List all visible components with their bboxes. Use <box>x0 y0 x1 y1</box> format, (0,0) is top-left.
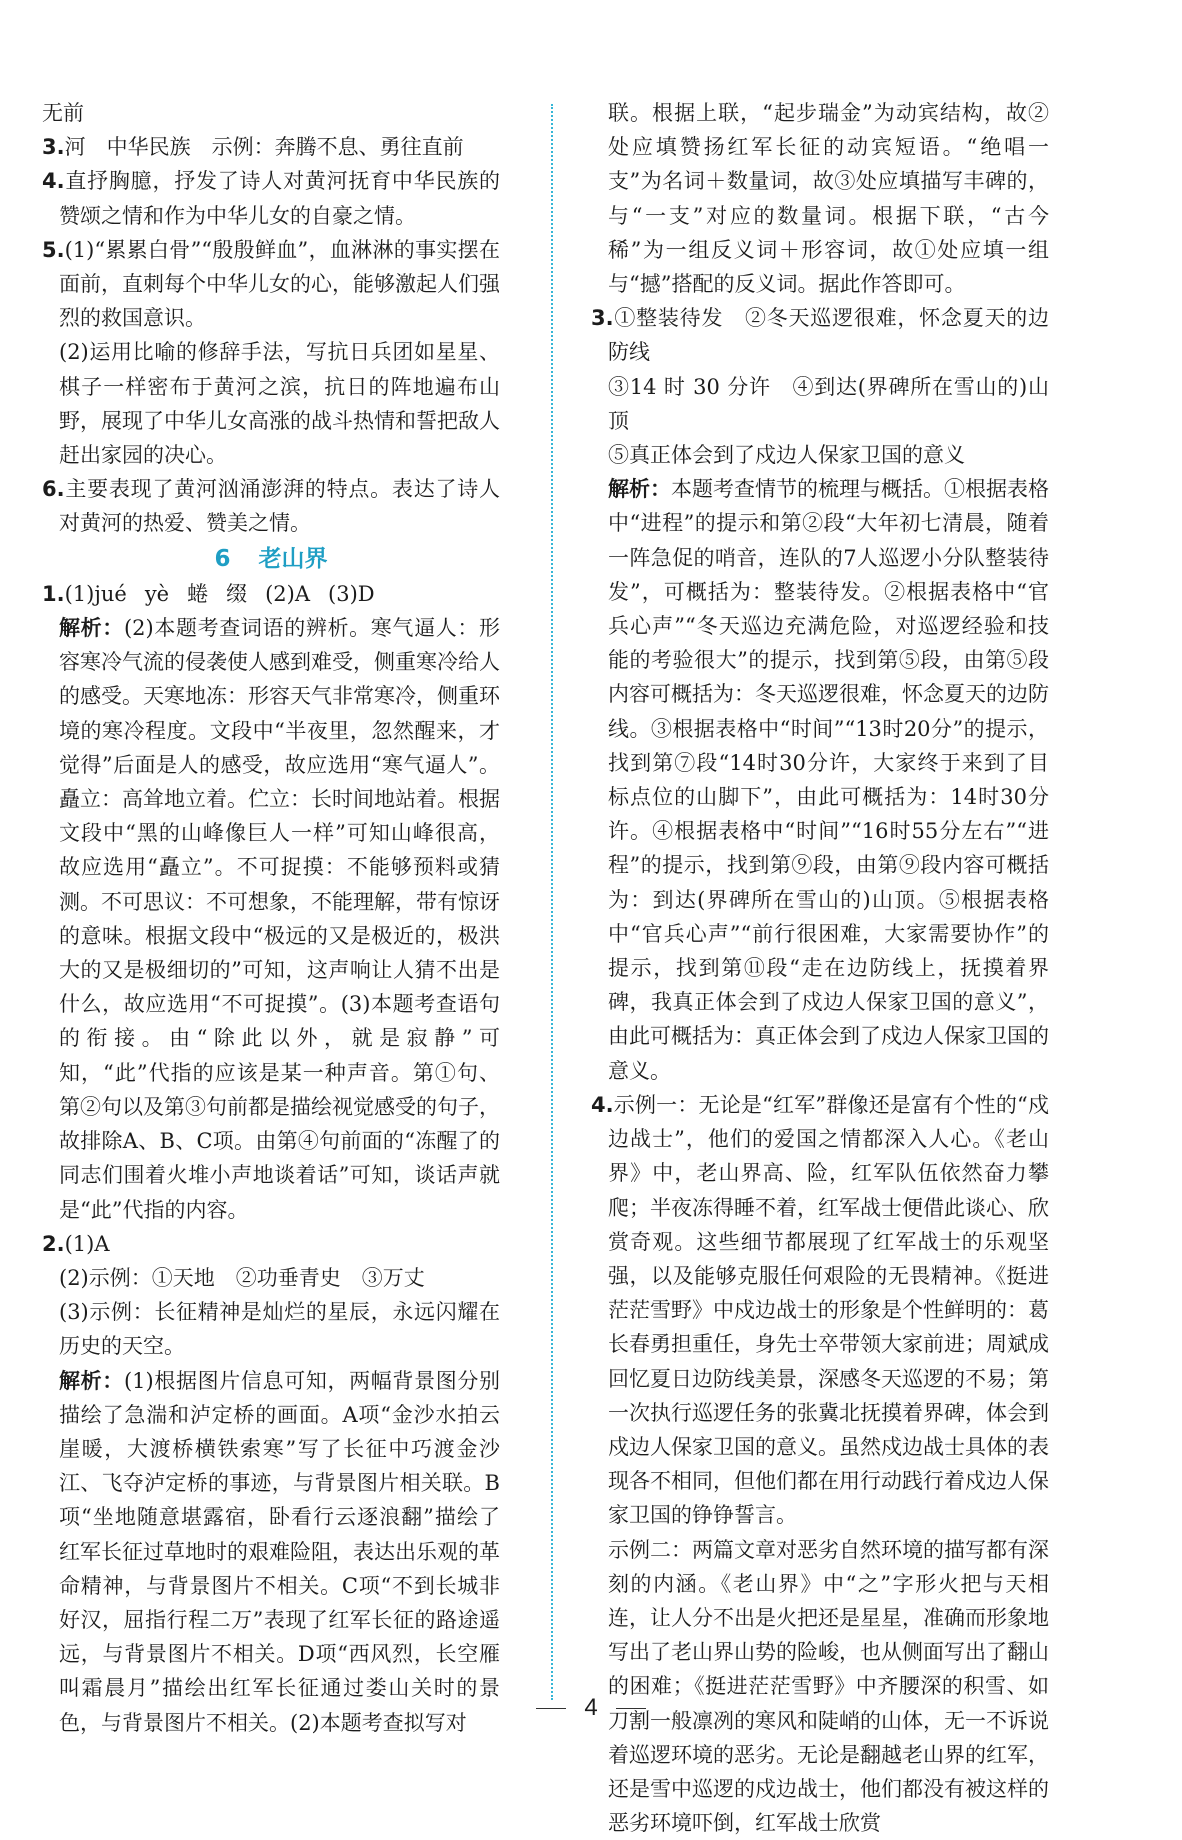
left-column <box>42 96 500 1740</box>
lesson-answer-2-analysis <box>42 1364 500 1740</box>
answer-3-number: 3. <box>42 135 65 160</box>
right-column <box>591 96 1049 1840</box>
analysis-text: (2)本题考查词语的辨析。寒气逼人：形容寒冷气流的侵袭使人感到难受，侧重寒冷给人的感受。天寒地冻：形容天气非常寒冷，侧重环境的寒冷程度。文段中“半夜里，忽然醒来，才觉得”后面是人的感受，故应选用“寒气逼人”。矗立：高耸地立着。伫立：长时间地站着。根据文段中“黑的山峰像巨人一样”可知山峰很高，故应选用“矗立”。不可捉摸：不能够预料或猜测。不可思议：不可想象，不能理解，带有惊讶的意味。根据文段中“极远的又是极近的，极洪大的又是极细切的”可知，这声响让人猜不出是什么，故应选用“不可捉摸”。(3)本题考查语句的衔接。由“除此以外，就是寂静”可知，“此”代指的应该是某一种声音。第①句、第②句以及第③句前都是描绘视觉感受的句子，故排除A、B、C项。由第④句前面的“冻醒了的同志们围着火堆小声地谈着话”可知，谈话声就是“此”代指的内容。 <box>59 616 500 1222</box>
lesson-answer-3-number: 3. <box>591 306 614 331</box>
pinyin-2: yè <box>144 581 170 606</box>
answer-5-part-1-text: (1)“累累白骨”“殷殷鲜血”，血淋淋的事实摆在面前，直刺每个中华儿女的心，能够激起人们强烈的救国意识。 <box>59 237 500 331</box>
answer-3 <box>42 130 500 164</box>
analysis-label: 解析： <box>608 476 671 502</box>
analysis-text: 本题考查情节的梳理与概括。①根据表格中“进程”的提示和第②段“大年初七清晨，随着一阵急促的哨音，连队的7人巡逻小分队整装待发”，可概括为：整装待发。②根据表格中“官兵心声”“冬天巡边充满危险，对巡逻经验和技能的考验很大”的提示，找到第⑤段，由第⑤段内容可概括为：冬天巡逻很难，怀念夏天的边防线。③根据表格中“时间”“13时20分”的提示，找到第⑦段“14时30分许，大家终于来到了目标点位的山脚下”，由此可概括为：14时30分许。④根据表格中“时间”“16时55分左右”“进程”的提示，找到第⑨段，由第⑨段内容可概括为：到达(界碑所在雪山的)山顶。⑤根据表格中“官兵心声”“前行很困难，大家需要协作”的提示，找到第⑪段“走在边防线上，抚摸着界碑，我真正体会到了戍边人保家卫国的意义”，由此可概括为：真正体会到了戍边人保家卫国的意义。 <box>608 477 1049 1083</box>
right-continuation: 联。根据上联，“起步瑞金”为动宾结构，故②处应填赞扬红军长征的动宾短语。“绝唱一支”为名词＋数量词，故③处应填描写丰碑的，与“一支”对应的数量词。根据下联，“古今稀”为一组反义词＋形容词，故①处应填一组与“撼”搭配的反义词。据此作答即可。 <box>608 101 1049 297</box>
lesson-answer-2 <box>42 1227 500 1261</box>
answer-5-part-1 <box>42 233 500 336</box>
analysis-label: 解析： <box>59 1367 124 1393</box>
answer-6-number: 6. <box>42 477 65 502</box>
page-number: 4 <box>584 1694 598 1721</box>
answer-5-number: 5. <box>42 237 65 262</box>
lesson-answer-3 <box>591 301 1049 369</box>
lesson-answer-1-part1: (1) <box>64 581 95 606</box>
answer-4-number: 4. <box>42 169 65 194</box>
lesson-heading <box>42 542 500 576</box>
lesson-answer-2-number: 2. <box>42 1231 65 1256</box>
answer-6-text: 主要表现了黄河汹涌澎湃的特点。表达了诗人对黄河的热爱、赞美之情。 <box>59 477 500 536</box>
lesson-answer-1-number: 1. <box>42 581 65 606</box>
lesson-title: 老山界 <box>258 545 328 572</box>
lesson-answer-1-analysis <box>42 611 500 1227</box>
lesson-answer-4-example-2: 示例二：两篇文章对恶劣自然环境的描写都有深刻的内涵。《老山界》中“之”字形火把与天相连，让人分不出是火把还是星星，准确而形象地写出了老山界山势的险峻，也从侧面写出了翻山的困难；《挺进茫茫雪野》中齐腰深的积雪、如刀割一般凛冽的寒风和陡峭的山体，无一不诉说着巡逻环境的恶劣。无论是翻越老山界的红军，还是雪中巡逻的戍边战士，他们都没有被这样的恶劣环境吓倒，红军战士欣赏 <box>608 1537 1049 1836</box>
page-footer <box>0 1694 1182 1722</box>
lesson-answer-3-part3: ⑤真正体会到了戍边人保家卫国的意义 <box>608 443 965 468</box>
lesson-answer-2-part1: (1)A <box>64 1231 110 1256</box>
answer-5-part-2: (2)运用比喻的修辞手法，写抗日兵团如星星、棋子一样密布于黄河之滨，抗日的阵地遍布山野，展现了中华儿女高涨的战斗热情和誓把敌人赶出家园的决心。 <box>59 340 500 468</box>
lesson-number: 6 <box>214 545 231 572</box>
lesson-answer-1-part3: (3)D <box>328 581 375 606</box>
lesson-answer-1-part2: (2)A <box>265 581 311 606</box>
lesson-answer-3-analysis <box>591 472 1049 1088</box>
answer-3-text: 河 中华民族 示例：奔腾不息、勇往直前 <box>64 135 464 160</box>
char-2: 缀 <box>226 581 248 606</box>
lesson-answer-3-part2: ③14 时 30 分许 ④到达(界碑所在雪山的)山顶 <box>608 374 1049 433</box>
answer-4 <box>42 164 500 232</box>
lesson-answer-4-text: 示例一：无论是“红军”群像还是富有个性的“戍边战士”，他们的爱国之情都深入人心。《老山界》中，老山界高、险，红军队伍依然奋力攀爬；半夜冻得睡不着，红军战士便借此谈心、欣赏奇观。这些细节都展现了红军战士的乐观坚强，以及能够克服任何艰险的无畏精神。《挺进茫茫雪野》中戍边战士的形象是个性鲜明的：葛长春勇担重任，身先士卒带领大家前进；周斌成回忆夏日边防线美景，深感冬天巡逻的不易；第一次执行巡逻任务的张冀北抚摸着界碑，体会到戍边人保家卫国的意义。虽然戍边战士具体的表现各不相同，但他们都在用行动践行着戍边人保家卫国的铮铮誓言。 <box>608 1092 1049 1528</box>
lesson-answer-1 <box>42 577 500 611</box>
pinyin-1: jué <box>94 581 127 606</box>
column-divider <box>551 104 553 1700</box>
lesson-answer-4-number: 4. <box>591 1092 614 1117</box>
lesson-answer-2-part3: (3)示例：长征精神是灿烂的星辰，永远闪耀在历史的天空。 <box>59 1300 500 1359</box>
answer-4-text: 直抒胸臆，抒发了诗人对黄河抚育中华民族的赞颂之情和作为中华儿女的自豪之情。 <box>59 169 500 228</box>
analysis-text: (1)根据图片信息可知，两幅背景图分别描绘了急湍和泸定桥的画面。A项“金沙水拍云崖暖，大渡桥横铁索寒”写了长征中巧渡金沙江、飞夺泸定桥的事迹，与背景图片相关联。B项“坐地随意堪露宿，卧看行云逐浪翻”描绘了红军长征过草地时的艰难险阻，表达出乐观的革命精神，与背景图片不相关。C项“不到长城非好汉，屈指行程二万”表现了红军长征的路途遥远，与背景图片不相关。D项“西风烈，长空雁叫霜晨月”描绘出红军长征通过娄山关时的景色，与背景图片不相关。(2)本题考查拟写对 <box>59 1368 500 1735</box>
analysis-label: 解析： <box>59 615 124 641</box>
lesson-answer-4 <box>591 1088 1049 1533</box>
char-1: 蜷 <box>187 581 209 606</box>
answer-6 <box>42 472 500 540</box>
lesson-answer-2-part2: (2)示例：①天地 ②功垂青史 ③万丈 <box>59 1265 425 1290</box>
left-continuation: 无前 <box>42 101 84 125</box>
lesson-answer-3-part1: ①整装待发 ②冬天巡逻很难，怀念夏天的边防线 <box>608 306 1049 365</box>
